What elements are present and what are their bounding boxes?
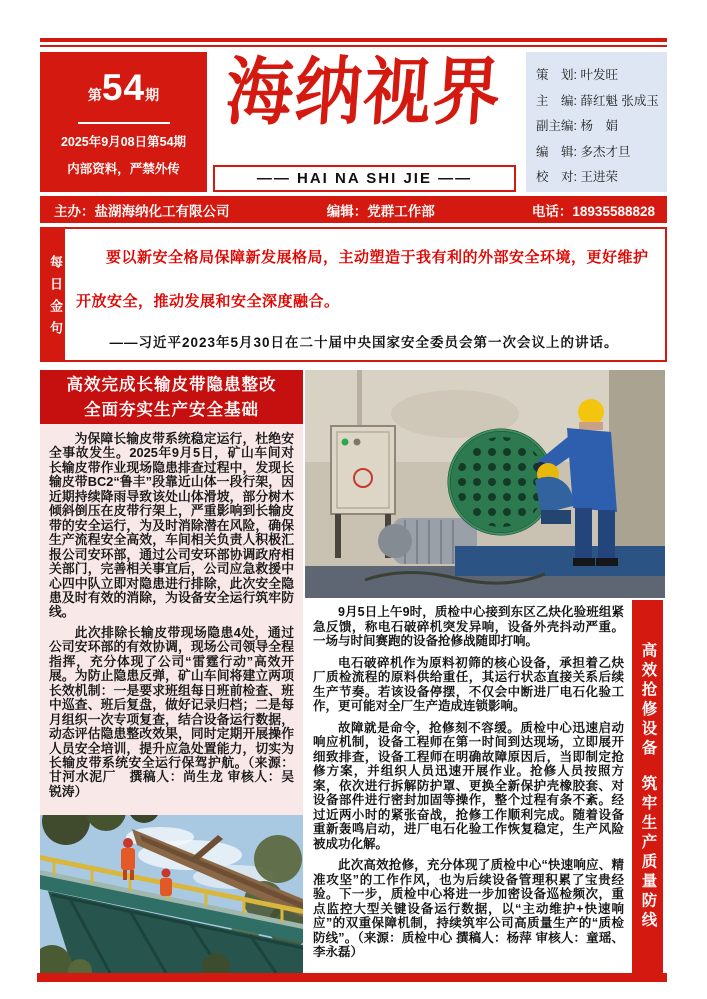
issue-suffix: 期	[145, 87, 160, 103]
credit-chief-editor: 主 编: 薛红魁 张成玉	[536, 93, 659, 108]
slogan-line-2: 筑牢生产质量防线	[639, 775, 657, 931]
daily-quote-label: 每日金句	[42, 229, 65, 360]
editor-dept-label: 编辑：党群工作部	[326, 203, 435, 219]
daily-quote-box	[40, 227, 667, 362]
right-article-paragraph: 电石破碎机作为原料初筛的核心设备，承担着乙炔厂质检流程的原料供给重任，其运行状态直接关系后续生产节奏。若该设备停摆，不仅会中断进厂电石化验工作，更可能对全厂生产造成连锁影响。	[313, 655, 624, 713]
quote-text: 要以新安全格局保障新发展格局，主动塑造于我有利的外部安全环境，更好维护开放安全，推动发展和安全深度融合。	[76, 249, 649, 310]
bottom-rule	[37, 973, 667, 982]
quote-attribution: ——习近平2023年5月30日在二十届中央国家安全委员会第一次会议上的讲话。	[109, 335, 619, 350]
conveyor-gantry-photo	[40, 815, 303, 973]
subtitle-text: —— HAI NA SHI JIE ——	[256, 170, 473, 187]
info-bar	[40, 196, 667, 223]
phone-label: 电话：18935588828	[531, 203, 655, 219]
right-article-body	[305, 603, 630, 973]
headline-line-2: 全面夯实生产安全基础	[84, 401, 259, 419]
credits-box	[526, 52, 667, 192]
side-slogan-banner	[632, 600, 663, 973]
issue-box	[40, 52, 207, 192]
credit-editor: 编 辑: 多杰才旦	[536, 144, 631, 159]
crusher-repair-photo	[305, 370, 665, 598]
newsletter-title: 海纳视界	[223, 51, 505, 135]
issue-line	[40, 68, 207, 116]
top-rule-thin	[40, 45, 667, 47]
credit-deputy-editor: 副主编: 杨 娟	[536, 119, 618, 133]
right-article-paragraph: 故障就是命令，抢修刻不容缓。质检中心迅速启动响应机制，设备工程师在第一时间到达现场，立即展开细致排查，设备工程师在明确故障原因后，当即制定抢修方案，并组织人员迅速开展作业。抢修人员按照方案，依次进行拆解防护罩、更换全新保护壳橡胶套、对设备部件进行密封加固等操作，整个过程有条不紊。经过近两小时的紧张奋战，抢修工作顺利完成。随着设备重新轰鸣启动，进厂电石化验工作恢复稳定，生产风险被成功化解。	[313, 720, 624, 851]
slogan-line-1: 高效抢修设备	[639, 642, 657, 759]
credit-proofreader: 校 对: 王进荣	[536, 170, 618, 184]
issue-number: 54	[101, 67, 146, 108]
issue-date: 2025年9月08日第54期	[60, 135, 187, 149]
issue-prefix: 第	[87, 87, 102, 103]
right-article-paragraph: 9月5日上午9时，质检中心接到东区乙炔化验班组紧急反馈，称电石破碎机突发异响，设备外壳抖动严重。一场与时间赛跑的设备抢修战随即打响。	[313, 605, 624, 648]
title-area	[207, 52, 526, 192]
left-article-paragraph: 此次排除长输皮带现场隐患4处，通过公司安环部的有效协调，现场公司领导全程指挥，充分体现了公司“雷霆行动”高效开展。为防止隐患反弹，矿山车间将建立两项长效机制：一是要求班组每日班前检查、班中巡查、班后复盘，做好记录归档；二是每月组织一次专项复查，结合设备运行数据，动态评估隐患整改效果，同时定期开展操作人员安全培训，提升应急处置能力，切实为长输皮带系统安全运行保驾护航。（来源：甘河水泥厂 撰稿人：尚生龙 审核人：吴锐涛）	[49, 624, 294, 799]
confidential-note: 内部资料，严禁外传	[67, 162, 180, 176]
headline-line-1: 高效完成长输皮带隐患整改	[66, 376, 277, 394]
daily-quote-content	[65, 229, 665, 360]
subtitle-box	[213, 165, 516, 192]
organizer-label: 主办：盐湖海纳化工有限公司	[54, 203, 230, 219]
right-article-paragraph: 此次高效抢修，充分体现了质检中心“快速响应、精准攻坚”的工作作风，也为后续设备管理积累了宝贵经验。下一步，质检中心将进一步加密设备巡检频次，重点监控大型关键设备运行数据，以“主动维护+快速响应”的双重保障机制，持续筑牢公司高质量生产的“质检防线”。（来源：质检中心 撰稿人：杨萍 审核人：童瑶、李永磊）	[313, 858, 624, 959]
credit-planner: 策 划: 叶发旺	[536, 68, 618, 82]
left-article-body	[40, 424, 303, 815]
issue-divider	[78, 122, 170, 124]
left-article-headline	[40, 370, 303, 424]
masthead	[40, 52, 667, 192]
left-article-paragraph: 为保障长输皮带系统稳定运行，杜绝安全事故发生。2025年9月5日，矿山车间对长输皮带作业现场隐患排查过程中，发现长输皮带BC2“鲁丰”段靠近山体一段行架，因近期持续降雨导致该处山体滑坡，部分树木倾斜倒压在皮带行架上，严重影响到长输皮带的安全运行，为及时消除潜在风险，确保生产流程安全高效，车间相关负责人积极汇报公司安环部，通过公司安环部协调政府相关部门，完善相关事宜后，公司应急救援中心四中队立即对隐患进行排除，此次安全隐患及时有效的消除，为设备安全运行筑牢防线。	[49, 431, 294, 620]
top-rule-thick	[40, 38, 667, 42]
